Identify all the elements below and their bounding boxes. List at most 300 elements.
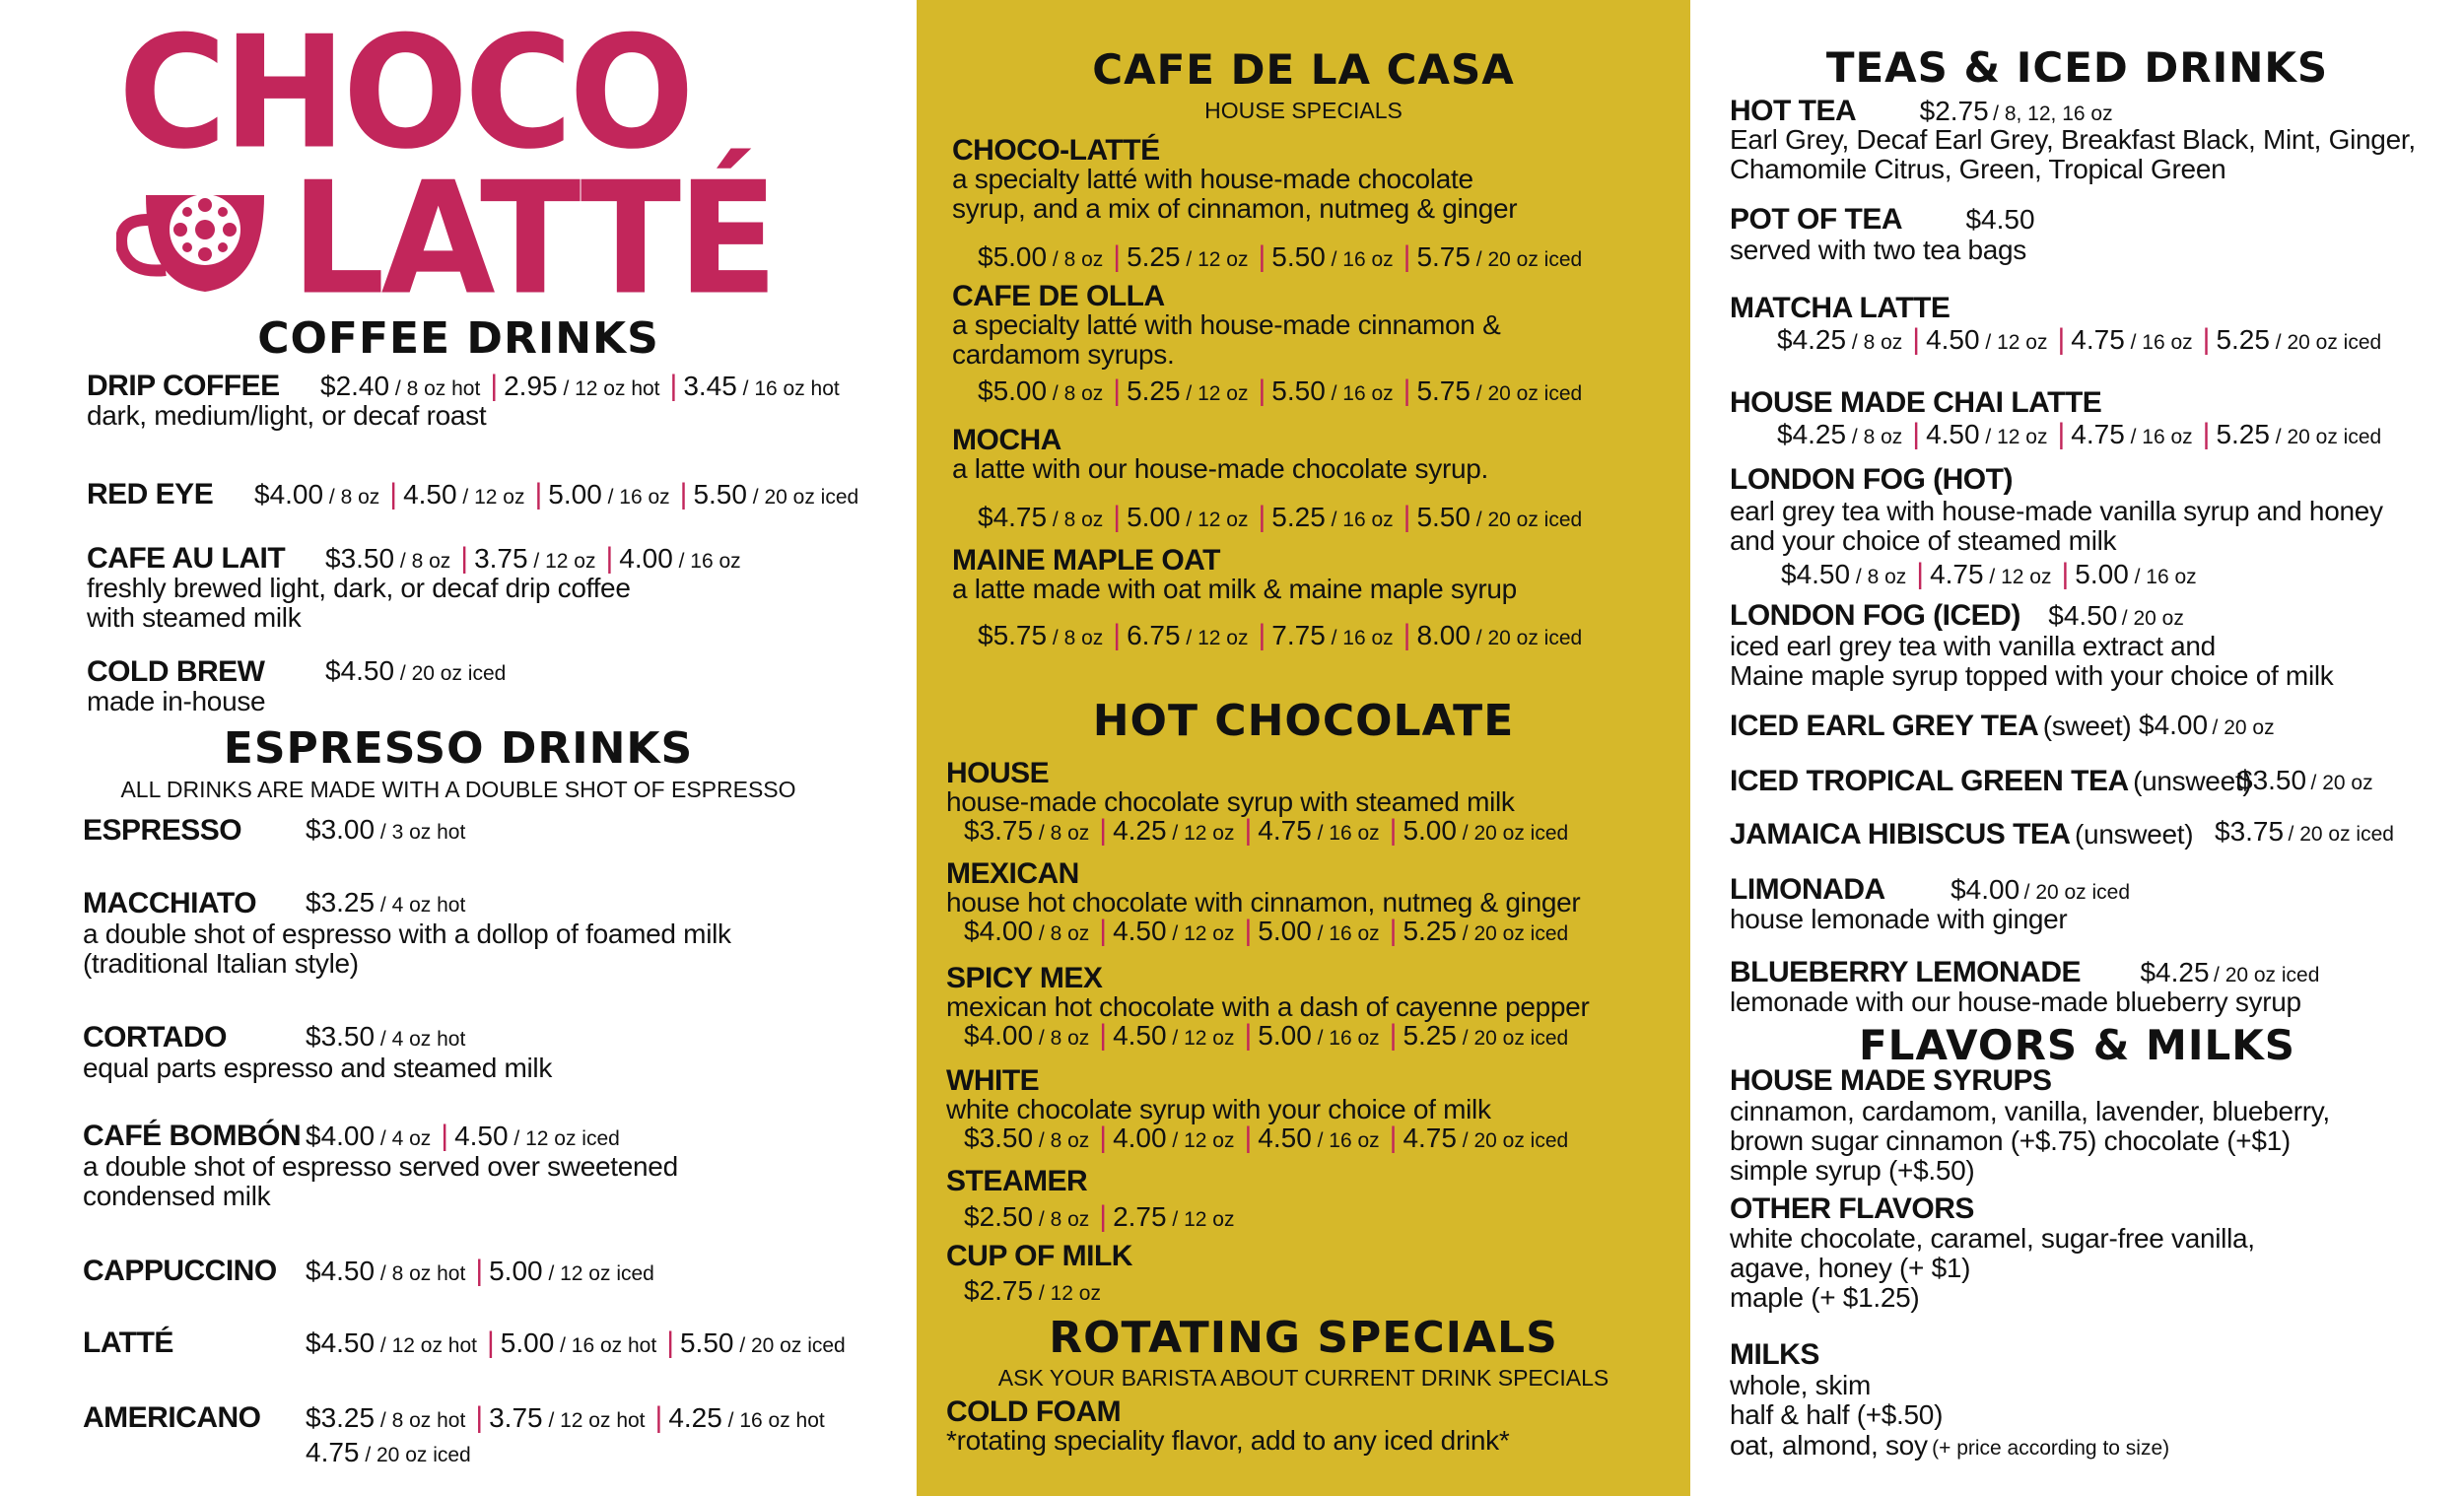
blueberry-price: $4.25 [2140, 957, 2210, 987]
fog-hot-desc-1: earl grey tea with house-made vanilla syrup and honey [1730, 496, 2383, 526]
price-size: / 8 oz [1033, 1129, 1090, 1152]
price-amount: $5.00 [978, 375, 1048, 406]
price-amount: 4.25 [668, 1402, 722, 1433]
casa-item-desc: a specialty latté with house-made cinnamon & [952, 309, 1501, 340]
hotchoc-item-name: HOUSE [946, 757, 1050, 789]
price-amount: $4.75 [978, 502, 1048, 532]
price-amount: 8.00 [1416, 620, 1471, 650]
coffee-item-name: COLD BREW [87, 655, 265, 688]
price-separator: | [1912, 323, 1921, 356]
price-separator: | [1258, 619, 1266, 651]
hotchoc-item-desc: white chocolate syrup with your choice of milk [946, 1094, 1491, 1124]
price-amount: 5.25 [1127, 241, 1181, 272]
price-size: / 8 oz [1033, 1027, 1090, 1050]
price-amount: 4.75 [306, 1437, 360, 1467]
price-size: / 8 oz hot [375, 1409, 466, 1432]
chai-price-group [1777, 418, 2385, 450]
coffee-3-price-0 [325, 657, 506, 685]
coffee-0-price-group [320, 372, 844, 401]
price-separator: | [475, 1255, 484, 1287]
syrups-line-1: cinnamon, cardamom, vanilla, lavender, blueberry, [1730, 1096, 2330, 1126]
espresso-6-price-group [306, 1403, 829, 1433]
price-amount: $5.00 [978, 241, 1048, 272]
price-size: / 12 oz [1166, 1208, 1235, 1231]
price-amount: 3.75 [474, 543, 528, 574]
coffee-cup-logo-icon [116, 175, 274, 304]
coffee-2-price-2 [619, 545, 740, 573]
price-amount: $3.50 [325, 543, 395, 574]
price-size: / 12 oz [1166, 922, 1235, 945]
price-amount: 4.00 [619, 543, 673, 574]
price-size: / 16 oz [1325, 627, 1394, 649]
price-size: / 16 oz [672, 550, 741, 573]
espresso-3-price-group [306, 1122, 624, 1151]
hibiscus-size: 20 oz iced [2299, 823, 2394, 846]
price-separator: | [1389, 915, 1398, 947]
price-amount: 4.75 [1930, 559, 1984, 589]
price-separator: | [1258, 374, 1266, 407]
iced-earl-grey-row [1730, 712, 2131, 741]
price-size: / 20 oz iced [359, 1444, 471, 1466]
hotchoc-item-name: MEXICAN [946, 857, 1079, 890]
fog-iced-price: $4.50 [2048, 600, 2118, 631]
price-amount: $3.25 [306, 1402, 376, 1433]
matcha-price-1 [1926, 326, 2047, 354]
price-size: / 12 oz [1180, 248, 1249, 271]
price-size: / 20 oz iced [1470, 248, 1583, 271]
price-amount: $4.00 [254, 479, 324, 510]
hotchoc-item-name: CUP OF MILK [946, 1240, 1132, 1272]
price-size: / 8 oz [1846, 331, 1903, 354]
casa-item-desc: syrup, and a mix of cinnamon, nutmeg & ginger [952, 193, 1518, 224]
casa-1-price-1 [1127, 377, 1248, 405]
casa-3-price-3 [1416, 622, 1582, 649]
casa-2-price-1 [1127, 504, 1248, 531]
matcha-prices [1777, 325, 2385, 355]
price-separator: | [460, 542, 469, 575]
coffee-2-price-1 [474, 545, 595, 573]
price-size: / 20 oz iced [1456, 822, 1569, 845]
tropical-name: ICED TROPICAL GREEN TEA [1730, 765, 2129, 797]
matcha-price-group [1777, 323, 2385, 356]
price-amount: 4.50 [454, 1121, 509, 1151]
espresso-5-price-2 [680, 1329, 846, 1357]
espresso-item-name: CAPPUCCINO [83, 1255, 277, 1287]
price-size: / 12 oz [1180, 382, 1249, 405]
fog-iced-desc-1: iced earl grey tea with vanilla extract and [1730, 631, 2216, 661]
chai-price-2 [2071, 421, 2192, 448]
price-size: / 20 oz iced [746, 486, 859, 509]
price-amount: 4.00 [1113, 1122, 1167, 1153]
price-separator: | [1403, 501, 1411, 533]
coffee-heading: COFFEE DRINKS [257, 313, 659, 364]
coffee-2-price-0 [325, 545, 450, 573]
hotchoc-2-price-3 [1403, 1022, 1568, 1050]
price-amount: 6.75 [1127, 620, 1181, 650]
foghot-price-1 [1930, 561, 2051, 588]
price-size: / 16 oz [601, 486, 670, 509]
hotchoc-3-price-group [964, 1123, 1572, 1153]
casa-item-desc: a latte made with oat milk & maine maple syrup [952, 574, 1517, 604]
coffee-1-price-2 [548, 481, 669, 509]
price-amount: 5.00 [2075, 559, 2129, 589]
price-separator: | [1912, 418, 1921, 450]
espresso-6-price-0 [306, 1404, 465, 1432]
price-separator: | [2057, 418, 2066, 450]
foghot-price-0 [1781, 561, 1906, 588]
price-separator: | [1389, 814, 1398, 847]
hibiscus-price: $3.75 [2215, 816, 2285, 847]
hotchoc-item-name: SPICY MEX [946, 962, 1103, 994]
hotchoc-3-price-2 [1258, 1124, 1379, 1152]
blueberry-desc: lemonade with our house-made blueberry syrup [1730, 986, 2301, 1017]
price-amount: $4.00 [964, 1020, 1034, 1051]
price-separator: | [1258, 501, 1266, 533]
price-separator: | [1244, 1122, 1253, 1154]
price-separator: | [669, 370, 678, 402]
iced-earl-grey-price: $4.00 [2139, 710, 2209, 740]
blueberry-name: BLUEBERRY LEMONADE [1730, 956, 2082, 988]
cold-foam-name: COLD FOAM [946, 1395, 1122, 1428]
casa-1-price-group [978, 376, 1586, 406]
coffee-espresso-column [0, 0, 917, 1496]
fog-hot-desc-2: and your choice of steamed milk [1730, 525, 2117, 556]
price-separator: | [666, 1326, 674, 1359]
hibiscus-name: JAMAICA HIBISCUS TEA [1730, 818, 2071, 850]
blueberry-row: BLUEBERRY LEMONADE $4.25 / 20 oz iced [1730, 956, 2320, 988]
hotchoc-3-price-0 [964, 1124, 1089, 1152]
syrups-line-3: simple syrup (+$.50) [1730, 1155, 1975, 1186]
espresso-1-price-0 [306, 889, 465, 917]
flavors-heading: FLAVORS & MILKS [1858, 1021, 2296, 1069]
tropical-size: 20 oz [2322, 772, 2373, 794]
chai-prices [1777, 420, 2385, 449]
price-size: / 8 oz [1047, 509, 1104, 531]
blueberry-size: 20 oz iced [2224, 964, 2320, 986]
price-separator: | [2202, 418, 2211, 450]
casa-3-price-0 [978, 622, 1103, 649]
limonada-size: 20 oz iced [2035, 881, 2131, 904]
price-amount: 5.25 [1403, 916, 1457, 946]
price-size: / 20 oz iced [1456, 1027, 1569, 1050]
matcha-price-2 [2071, 326, 2192, 354]
pot-of-tea-desc: served with two tea bags [1730, 235, 2026, 265]
price-size: / 8 oz [1850, 566, 1907, 588]
espresso-heading: ESPRESSO DRINKS [223, 723, 694, 774]
coffee-item-desc: with steamed milk [87, 602, 302, 633]
price-size: / 12 oz [1166, 1129, 1235, 1152]
price-amount: $4.50 [1781, 559, 1851, 589]
price-amount: 5.00 [500, 1327, 555, 1358]
milks-title: MILKS [1730, 1338, 1819, 1371]
price-size: / 16 oz [1311, 822, 1380, 845]
price-separator: | [1113, 619, 1122, 651]
price-separator: | [1389, 1122, 1398, 1154]
hot-tea-name: HOT TEA [1730, 95, 1857, 127]
hibiscus-row [1730, 820, 2193, 850]
price-separator: | [1113, 240, 1122, 273]
price-separator: | [441, 1120, 449, 1152]
casa-2-price-2 [1271, 504, 1393, 531]
price-amount: 5.00 [1403, 815, 1457, 846]
coffee-0-price-0 [320, 373, 480, 400]
hotchoc-0-price-1 [1113, 817, 1234, 845]
price-separator: | [1403, 240, 1411, 273]
price-size: / 12 oz [456, 486, 525, 509]
hot-tea-size: 8, 12, 16 oz [2004, 102, 2113, 125]
price-amount: 5.50 [1271, 241, 1326, 272]
milks-line-2: half & half (+$.50) [1730, 1399, 1944, 1430]
house-specials-column [917, 0, 1690, 1496]
price-size: / 12 oz [1180, 627, 1249, 649]
espresso-4-price-group [306, 1257, 658, 1286]
milks-line-3 [1730, 1431, 2169, 1460]
milks-last: oat, almond, soy [1730, 1430, 1928, 1461]
espresso-0-price-0 [306, 816, 465, 844]
espresso-item-desc: (traditional Italian style) [83, 948, 359, 979]
price-amount: 5.50 [679, 1327, 734, 1358]
hotchoc-0-price-3 [1403, 817, 1568, 845]
hotchoc-2-price-2 [1258, 1022, 1379, 1050]
coffee-item-desc: dark, medium/light, or decaf roast [87, 400, 487, 431]
espresso-2-price-0 [306, 1023, 465, 1051]
price-size: / 12 oz [1180, 509, 1249, 531]
casa-item-desc: a specialty latté with house-made chocolate [952, 164, 1473, 194]
pot-of-tea-name: POT OF TEA [1730, 203, 1902, 236]
price-amount: 4.50 [1113, 1020, 1167, 1051]
hotchoc-1-price-0 [964, 918, 1089, 945]
espresso-6-price-2 [668, 1404, 824, 1432]
price-amount: 2.75 [1113, 1201, 1167, 1232]
price-amount: 4.50 [1926, 419, 1980, 449]
espresso-6-b-price-group [306, 1439, 475, 1466]
price-size: / 20 oz iced [394, 662, 507, 685]
casa-3-price-group [978, 621, 1586, 650]
hotchoc-4-price-0 [964, 1203, 1089, 1231]
price-separator: | [2061, 558, 2070, 590]
chai-name: HOUSE MADE CHAI LATTE [1730, 386, 2102, 419]
hotchoc-item-name: STEAMER [946, 1165, 1088, 1197]
fog-iced-size: 20 oz [2133, 607, 2184, 630]
hotchoc-0-price-2 [1258, 817, 1379, 845]
hotchoc-3-price-3 [1403, 1124, 1568, 1152]
coffee-3-price-group [325, 657, 510, 685]
price-size: / 12 oz hot [542, 1409, 646, 1432]
price-separator: | [490, 370, 499, 402]
tropical-price-row: $3.50 / 20 oz [2237, 765, 2373, 795]
price-size: / 16 oz [2128, 566, 2197, 588]
espresso-6-price-1 [489, 1404, 645, 1432]
limonada-name: LIMONADA [1730, 873, 1885, 906]
casa-subtitle: HOUSE SPECIALS [1204, 98, 1403, 123]
iced-earl-grey-note: (sweet) [2042, 711, 2132, 741]
price-separator: | [1244, 915, 1253, 947]
hotchoc-0-price-group [964, 816, 1572, 846]
casa-item-name: MOCHA [952, 424, 1061, 456]
coffee-item-desc: freshly brewed light, dark, or decaf drip coffee [87, 573, 631, 603]
hotchoc-2-price-0 [964, 1022, 1089, 1050]
price-amount: 4.75 [2071, 324, 2125, 355]
coffee-item-name: DRIP COFFEE [87, 370, 280, 402]
casa-2-price-group [978, 503, 1586, 532]
price-amount: $4.00 [306, 1121, 376, 1151]
espresso-item-desc: condensed milk [83, 1181, 271, 1211]
hotchoc-heading: HOT CHOCOLATE [1092, 696, 1515, 746]
price-size: / 12 oz hot [557, 377, 660, 400]
casa-item-name: CAFE DE OLLA [952, 280, 1165, 312]
price-amount: 5.50 [1271, 375, 1326, 406]
price-amount: 4.75 [2071, 419, 2125, 449]
price-amount: 5.75 [1416, 241, 1471, 272]
price-size: / 16 oz [1311, 1129, 1380, 1152]
casa-heading: CAFE DE LA CASA [1092, 45, 1515, 94]
price-amount: $4.25 [1777, 324, 1847, 355]
price-amount: $3.00 [306, 814, 376, 845]
coffee-1-price-1 [403, 481, 524, 509]
price-amount: 5.00 [1258, 1020, 1312, 1051]
pot-of-tea-row [1730, 205, 2035, 235]
price-amount: 4.50 [1926, 324, 1980, 355]
hotchoc-4-price-group [964, 1202, 1238, 1232]
price-size: / 20 oz iced [733, 1334, 846, 1357]
price-size: / 16 oz [1311, 1027, 1380, 1050]
price-size: / 12 oz [1033, 1282, 1101, 1305]
price-amount: 2.95 [504, 371, 558, 401]
hotchoc-1-price-2 [1258, 918, 1379, 945]
price-separator: | [1389, 1019, 1398, 1052]
foghot-price-2 [2075, 561, 2196, 588]
price-size: / 8 oz [394, 550, 451, 573]
hotchoc-4-price-1 [1113, 1203, 1234, 1231]
other-flavors-line-2: agave, honey (+ $1) [1730, 1253, 1971, 1283]
price-size: / 3 oz hot [375, 821, 466, 844]
coffee-1-price-0 [254, 481, 379, 509]
price-size: / 16 oz [2124, 426, 2193, 448]
casa-1-price-2 [1271, 377, 1393, 405]
price-size: / 8 oz [1047, 382, 1104, 405]
price-size: / 8 oz [1047, 248, 1104, 271]
hot-tea-price: $2.75 [1919, 96, 1989, 126]
casa-3-price-2 [1271, 622, 1393, 649]
price-size: / 12 oz [1979, 331, 2048, 354]
coffee-1-price-3 [693, 481, 858, 509]
espresso-subtitle: ALL DRINKS ARE MADE WITH A DOUBLE SHOT OF ESPRESSO [120, 777, 796, 802]
espresso-4-price-1 [489, 1258, 654, 1285]
espresso-item-name: MACCHIATO [83, 887, 257, 919]
espresso-3-price-0 [306, 1122, 431, 1150]
espresso-item-desc: equal parts espresso and steamed milk [83, 1053, 553, 1083]
price-amount: 7.75 [1271, 620, 1326, 650]
price-size: / 16 oz hot [736, 377, 840, 400]
price-amount: 5.00 [1258, 916, 1312, 946]
price-amount: 5.25 [1403, 1020, 1457, 1051]
price-amount: 5.00 [548, 479, 602, 510]
price-amount: 5.25 [1127, 375, 1181, 406]
price-separator: | [1099, 1122, 1108, 1154]
milks-last-note: (+ price according to size) [1932, 1437, 2170, 1460]
coffee-item-name: CAFE AU LAIT [87, 542, 286, 575]
price-amount: $3.50 [964, 1122, 1034, 1153]
price-amount: $4.25 [1777, 419, 1847, 449]
price-amount: $4.50 [325, 655, 395, 686]
price-amount: 4.50 [403, 479, 457, 510]
espresso-2-price-group [306, 1023, 469, 1051]
price-size: / 8 oz [1846, 426, 1903, 448]
hotchoc-5-price-group [964, 1277, 1105, 1305]
other-flavors-line-3: maple (+ $1.25) [1730, 1282, 1920, 1313]
espresso-4-price-0 [306, 1258, 465, 1285]
price-amount: 4.75 [1258, 815, 1312, 846]
price-separator: | [1113, 374, 1122, 407]
price-separator: | [1099, 814, 1108, 847]
espresso-5-price-0 [306, 1329, 477, 1357]
price-separator: | [1403, 619, 1411, 651]
hot-tea-desc-1: Earl Grey, Decaf Earl Grey, Breakfast Black, Mint, Ginger, [1730, 124, 2416, 155]
price-amount: $2.75 [964, 1275, 1034, 1306]
hotchoc-5-price-0 [964, 1277, 1101, 1305]
chai-price-3 [2216, 421, 2381, 448]
price-size: / 16 oz [2124, 331, 2193, 354]
espresso-item-name: ESPRESSO [83, 814, 242, 847]
price-amount: $4.50 [306, 1256, 376, 1286]
price-amount: 3.75 [489, 1402, 543, 1433]
price-size: / 20 oz iced [1470, 509, 1583, 531]
price-size: / 16 oz hot [554, 1334, 657, 1357]
casa-2-price-3 [1416, 504, 1582, 531]
price-size: / 4 oz [375, 1127, 432, 1150]
hotchoc-item-name: WHITE [946, 1064, 1040, 1097]
price-separator: | [1244, 1019, 1253, 1052]
price-amount: $2.40 [320, 371, 390, 401]
price-size: / 20 oz iced [1470, 382, 1583, 405]
casa-item-name: CHOCO-LATTÉ [952, 134, 1160, 167]
casa-1-price-0 [978, 377, 1103, 405]
milks-line-1: whole, skim [1730, 1370, 1871, 1400]
price-amount: 4.50 [1258, 1122, 1312, 1153]
price-amount: $4.00 [964, 916, 1034, 946]
syrups-line-2: brown sugar cinnamon (+$.75) chocolate (+$1) [1730, 1125, 2291, 1156]
other-flavors-title: OTHER FLAVORS [1730, 1192, 1974, 1225]
price-size: / 8 oz hot [375, 1262, 466, 1285]
hotchoc-2-price-1 [1113, 1022, 1234, 1050]
espresso-5-price-1 [501, 1329, 656, 1357]
hotchoc-item-desc: house hot chocolate with cinnamon, nutmeg & ginger [946, 887, 1581, 918]
price-size: / 4 oz hot [375, 1028, 466, 1051]
price-amount: 5.00 [489, 1256, 543, 1286]
syrups-title: HOUSE MADE SYRUPS [1730, 1064, 2052, 1097]
price-amount: $5.75 [978, 620, 1048, 650]
espresso-item-desc: a double shot of espresso with a dollop of foamed milk [83, 918, 731, 949]
price-amount: 5.25 [2216, 419, 2270, 449]
price-separator: | [1099, 1019, 1108, 1052]
price-size: / 4 oz hot [375, 894, 466, 917]
price-separator: | [1403, 374, 1411, 407]
hot-tea-desc-2: Chamomile Citrus, Green, Tropical Green [1730, 154, 2226, 184]
hotchoc-0-price-0 [964, 817, 1089, 845]
coffee-2-price-group [325, 544, 745, 574]
price-amount: $4.50 [306, 1327, 376, 1358]
price-amount: 5.50 [1416, 502, 1471, 532]
price-amount: $3.75 [964, 815, 1034, 846]
price-amount: $3.50 [306, 1021, 376, 1052]
espresso-0-price-group [306, 816, 469, 844]
price-amount: $2.50 [964, 1201, 1034, 1232]
matcha-price-0 [1777, 326, 1902, 354]
teas-column [1690, 0, 2464, 1496]
fog-hot-name: LONDON FOG (HOT) [1730, 463, 2013, 496]
casa-0-price-3 [1416, 243, 1582, 271]
matcha-name: MATCHA LATTE [1730, 292, 1951, 324]
